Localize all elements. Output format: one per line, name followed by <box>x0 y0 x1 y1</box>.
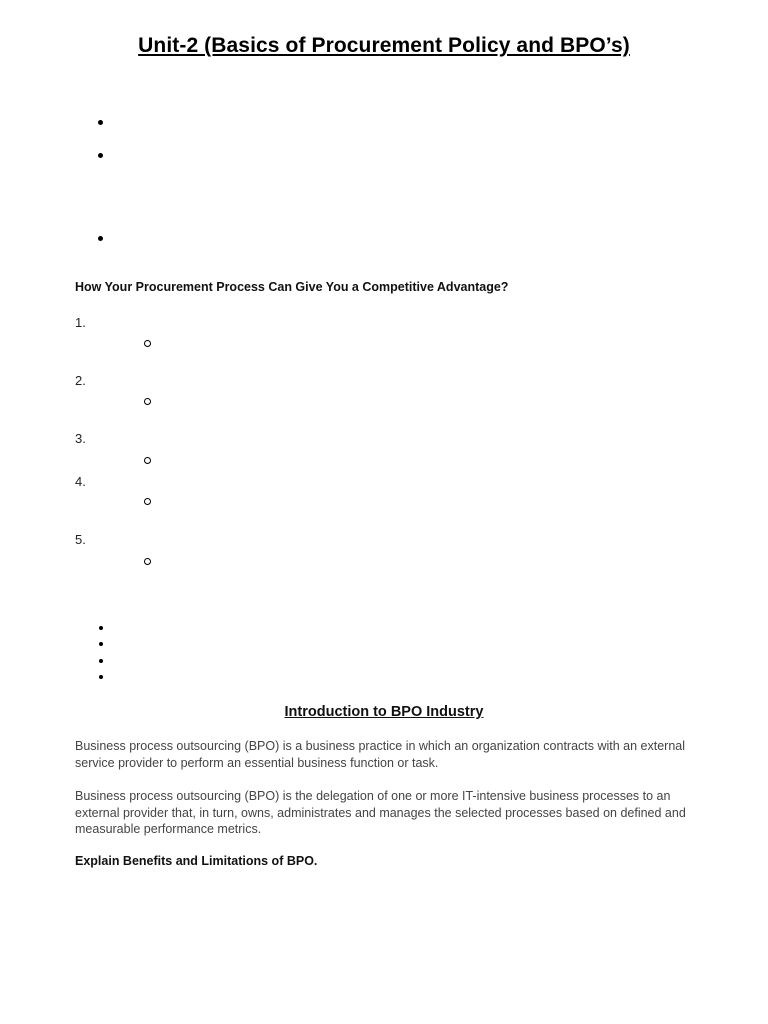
question-heading: Explain Benefits and Limitations of BPO. <box>75 854 318 868</box>
sub-bullet-circle <box>144 398 151 405</box>
list-number: 3. <box>75 431 86 446</box>
bullet-point <box>98 153 103 158</box>
bullet-point <box>99 642 103 646</box>
sub-bullet-circle <box>144 498 151 505</box>
paragraph: Business process outsourcing (BPO) is the delegation of one or more IT-intensive business processes to an external provider that, in turn, owns, administrates and manages the selected processes based on defined and measurable performance metrics. <box>75 789 686 836</box>
list-number: 4. <box>75 474 86 489</box>
list-number: 5. <box>75 532 86 547</box>
bullet-point <box>99 659 103 663</box>
paragraph: Business process outsourcing (BPO) is a business practice in which an organization contracts with an external service provider to perform an essential business function or task. <box>75 739 686 770</box>
page-title: Unit-2 (Basics of Procurement Policy and BPO’s) <box>138 34 630 57</box>
sub-bullet-circle <box>144 558 151 565</box>
bullet-point <box>98 120 103 125</box>
section-heading-procurement: How Your Procurement Process Can Give You a Competitive Advantage? <box>75 280 509 294</box>
list-number: 1. <box>75 315 86 330</box>
bullet-point <box>98 236 103 241</box>
section-heading-bpo: Introduction to BPO Industry <box>284 704 484 720</box>
sub-bullet-circle <box>144 340 151 347</box>
bullet-point <box>99 675 103 679</box>
sub-bullet-circle <box>144 457 151 464</box>
bullet-point <box>99 626 103 630</box>
list-number: 2. <box>75 373 86 388</box>
